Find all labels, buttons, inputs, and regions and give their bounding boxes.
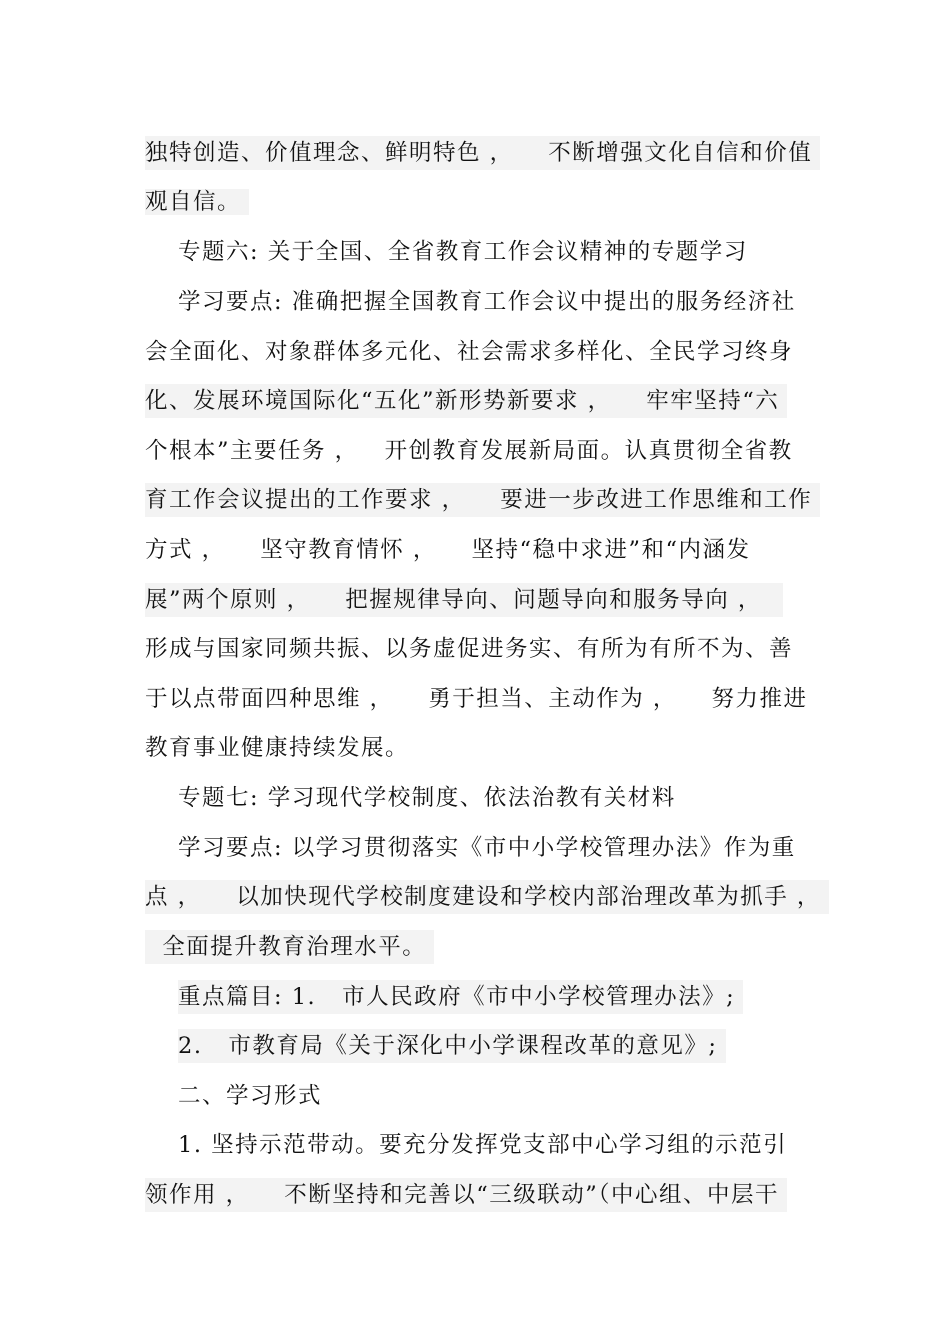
text-line: 全面提升教育治理水平。	[145, 930, 434, 964]
text-line: 点 ， 以加快现代学校制度建设和学校内部治理改革为抓手 ，	[145, 880, 829, 914]
text-line: 学习要点: 准确把握全国教育工作会议中提出的服务经济社	[178, 289, 796, 315]
text-line: 展”两个原则 ， 把握规律导向、问题导向和服务导向 ，	[145, 583, 783, 617]
text-line: 1. 坚持示范带动。要充分发挥党支部中心学习组的示范引	[178, 1132, 788, 1158]
text-line: 个根本”主要任务 ， 开创教育发展新局面。认真贯彻全省教	[145, 438, 793, 464]
text-line: 独特创造、价值理念、鲜明特色 ， 不断增强文化自信和价值	[145, 136, 820, 170]
section-heading-study-form: 二、学习形式	[178, 1083, 323, 1109]
text-line-content: 观自信。	[145, 189, 249, 215]
text-line: 于以点带面四种思维 ， 勇于担当、主动作为 ， 努力推进	[145, 686, 808, 712]
text-line: 化、发展环境国际化“五化”新形势新要求 ， 牢牢坚持“六	[145, 384, 787, 418]
text-line: 学习要点: 以学习贯彻落实《市中小学校管理办法》作为重	[178, 835, 796, 861]
text-line: 形成与国家同频共振、以务虚促进务实、有所为有所不为、善	[145, 636, 794, 662]
text-line: 方式 ， 坚守教育情怀 ， 坚持“稳中求进”和“内涵发	[145, 537, 751, 563]
text-line: 会全面化、对象群体多元化、社会需求多样化、全民学习终身	[145, 339, 794, 365]
key-readings-line: 重点篇目: 1. 市人民政府《市中小学校管理办法》;	[178, 980, 743, 1014]
section-heading-topic-6: 专题六: 关于全国、全省教育工作会议精神的专题学习	[178, 239, 748, 265]
text-line: 领作用 ， 不断坚持和完善以“三级联动”（中心组、中层干	[145, 1178, 787, 1212]
key-readings-line: 2. 市教育局《关于深化中小学课程改革的意见》;	[178, 1029, 726, 1063]
text-line: 教育事业健康持续发展。	[145, 735, 410, 761]
section-heading-topic-7: 专题七: 学习现代学校制度、依法治教有关材料	[178, 785, 676, 811]
text-line: 育工作会议提出的工作要求 ， 要进一步改进工作思维和工作	[145, 483, 820, 517]
text-line	[145, 185, 249, 219]
